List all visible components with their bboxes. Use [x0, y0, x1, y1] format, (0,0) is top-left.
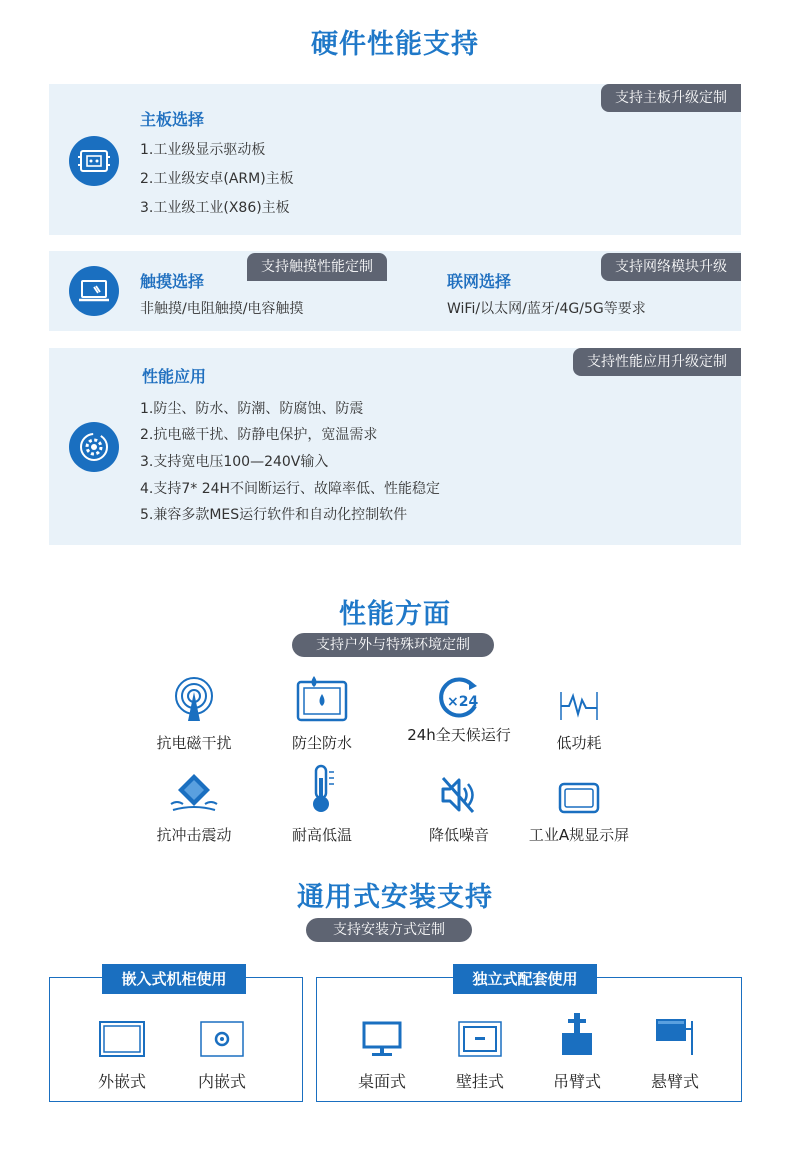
- performance-panel: [49, 348, 741, 545]
- network-heading: 联网选择: [447, 272, 512, 291]
- performance-item: 2.抗电磁干扰、防静电保护，宽温需求: [140, 427, 378, 443]
- feature-label: 抗电磁干扰: [156, 734, 232, 752]
- mounting-title: 通用式安装支持: [297, 882, 493, 913]
- feature-label: 24h全天候运行: [407, 726, 511, 744]
- mounting-subtitle: 支持安装方式定制: [306, 918, 472, 942]
- mount-label: 内嵌式: [197, 1072, 246, 1091]
- touch-tag: 支持触摸性能定制: [247, 253, 387, 281]
- performance-heading: 性能应用: [142, 367, 207, 386]
- board-panel: [49, 84, 741, 235]
- performance-item: 5.兼容多款MES运行软件和自动化控制软件: [140, 507, 408, 523]
- board-heading: 主板选择: [140, 110, 205, 129]
- outer-embed-icon: [77, 1013, 167, 1057]
- water-drop-box-icon: [262, 672, 382, 722]
- board-item: 2.工业级安卓(ARM)主板: [140, 171, 294, 187]
- touch-text: 非触摸/电阻触摸/电容触摸: [140, 301, 304, 317]
- feature-item: [399, 764, 519, 845]
- mount-label: 外嵌式: [97, 1072, 146, 1091]
- mount-item: [630, 1013, 720, 1092]
- embedded-box: [49, 970, 303, 1102]
- feature-label: 防尘防水: [291, 734, 352, 752]
- network-tag: 支持网络模块升级: [601, 253, 741, 281]
- thermometer-icon: [262, 764, 382, 814]
- embedded-heading: 嵌入式机柜使用: [102, 964, 246, 994]
- wall-mount-icon: [435, 1013, 525, 1057]
- screen-icon: [519, 764, 639, 814]
- cantilever-icon: [630, 1013, 720, 1057]
- performance-item: 4.支持7* 24H不间断运行、故障率低、性能稳定: [140, 481, 441, 497]
- inner-embed-icon: [177, 1013, 267, 1057]
- vibration-diamond-icon: [134, 764, 254, 814]
- gear-icon: [69, 422, 119, 472]
- desktop-icon: [337, 1013, 427, 1057]
- performance-tag: 支持性能应用升级定制: [573, 348, 741, 376]
- feature-item: [262, 764, 382, 845]
- mount-item: [532, 1013, 622, 1092]
- board-icon: [69, 136, 119, 186]
- perf-aspect-title: 性能方面: [339, 599, 451, 630]
- feature-label: 耐高低温: [291, 826, 352, 844]
- feature-item: [519, 764, 639, 845]
- touch-icon: [69, 266, 119, 316]
- standalone-heading: 独立式配套使用: [453, 964, 597, 994]
- feature-label: 降低噪音: [428, 826, 489, 844]
- 24h-clock-icon: [399, 672, 519, 722]
- board-item: 3.工业级工业(X86)主板: [140, 200, 290, 216]
- mount-label: 桌面式: [357, 1072, 406, 1091]
- ceiling-arm-icon: [532, 1013, 622, 1057]
- mount-item: [177, 1013, 267, 1092]
- mount-item: [337, 1013, 427, 1092]
- mount-item: [77, 1013, 167, 1092]
- touch-network-panel: [49, 251, 741, 331]
- feature-item: [262, 672, 382, 753]
- feature-label: 抗冲击震动: [156, 826, 232, 844]
- board-tag: 支持主板升级定制: [601, 84, 741, 112]
- mount-label: 壁挂式: [455, 1072, 504, 1091]
- mount-label: 悬臂式: [650, 1072, 699, 1091]
- standalone-box: [316, 970, 742, 1102]
- hardware-title: 硬件性能支持: [311, 29, 479, 60]
- feature-item: [134, 764, 254, 845]
- feature-label: 低功耗: [556, 734, 602, 752]
- performance-item: 1.防尘、防水、防潮、防腐蚀、防震: [140, 401, 364, 417]
- feature-item: [134, 672, 254, 753]
- signal-tower-icon: [134, 672, 254, 722]
- perf-aspect-subtitle: 支持户外与特殊环境定制: [292, 633, 494, 657]
- pulse-icon: [519, 672, 639, 722]
- mount-label: 吊臂式: [552, 1072, 601, 1091]
- svg-text:×24: ×24: [447, 694, 479, 710]
- performance-item: 3.支持宽电压100—240V输入: [140, 454, 329, 470]
- feature-item: [399, 672, 519, 745]
- mute-speaker-icon: [399, 764, 519, 814]
- feature-label: 工业A规显示屏: [528, 826, 630, 844]
- mount-item: [435, 1013, 525, 1092]
- touch-heading: 触摸选择: [140, 272, 205, 291]
- network-text: WiFi/以太网/蓝牙/4G/5G等要求: [447, 301, 646, 317]
- board-item: 1.工业级显示驱动板: [140, 142, 266, 158]
- feature-item: [519, 672, 639, 753]
